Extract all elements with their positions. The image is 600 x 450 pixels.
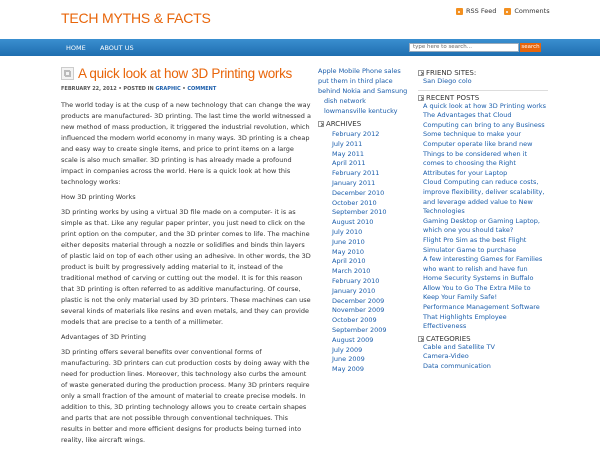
- featured-link[interactable]: Apple Mobile Phone sales put them in third place behind Nokia and Samsung: [318, 67, 408, 95]
- post-comment-link[interactable]: COMMENT: [187, 86, 217, 92]
- post-paragraph: 3D printing offers several benefits over conventional forms of manufacturing. 3D printers can cut production costs by doing away with the need for production lines. Moreover, this technology also curbs the amount of waste generated during the production process. Many 3D printers require only a small fraction of the amount of material to create precise models. In addition to this, 3D printing technology allows you to create certain shapes and parts that are not possible through conventional techniques. This results in better and more efficient designs for products being turned into reality, like aircraft wings.: [61, 348, 310, 444]
- post-format-icon: [61, 67, 74, 80]
- archive-link[interactable]: July 2010: [332, 227, 363, 236]
- archive-link[interactable]: July 2011: [332, 139, 363, 148]
- comments-feed-link[interactable]: [504, 7, 549, 15]
- search-button[interactable]: search: [521, 44, 540, 50]
- sub-link[interactable]: dish network: [324, 97, 366, 105]
- comments-rss-icon: [504, 8, 511, 15]
- archive-link[interactable]: December 2010: [332, 188, 385, 197]
- post-paragraph: 3D printing works by using a virtual 3D file made on a computer- it is as simple as that. Like any regular paper printer, you just need to click on the print option on the computer, and the 3D printer comes to life. The machine either deposits material through a nozzle or solidifies and binds thin layers of plastic laid on top of each other using an adhesive. In other words, the 3D product is built by progressively adding material to it, instead of the traditional method of carving or cutting out the model. It is for this reason that 3D printing is often referred to as additive manufacturing. Of course, plastic is not the only material used by 3D printers. These machines can use several kinds of materials like resins and even metals, and they can provide models that are precise to a tenth of a millimeter.: [61, 208, 311, 326]
- search-input[interactable]: type here to search...: [409, 43, 519, 52]
- chevron-icon: [418, 336, 424, 342]
- post-body: [61, 100, 311, 450]
- rss-icon: [456, 8, 463, 15]
- archive-link[interactable]: September 2010: [332, 208, 387, 217]
- archive-link[interactable]: February 2012: [332, 130, 380, 138]
- archive-link[interactable]: August 2009: [332, 335, 374, 344]
- archive-link[interactable]: April 2011: [332, 159, 366, 168]
- recent-post-link[interactable]: A few interesting Games for Families who want to relish and have fun: [423, 255, 543, 273]
- posted-in-label: POSTED IN: [123, 86, 154, 92]
- right-sidebar: [418, 66, 548, 372]
- categories-label: CATEGORIES: [426, 334, 471, 343]
- recent-post-link[interactable]: Performance Management Software That Highlights Employee Effectiveness: [423, 303, 540, 331]
- nav-item-home[interactable]: HOME: [66, 44, 86, 52]
- archive-link[interactable]: October 2009: [332, 316, 377, 325]
- recent-post-link[interactable]: Cloud Computing can reduce costs, improve flexibility, deliver scalability, and leverage added value to New Technologies: [423, 178, 545, 216]
- rss-label: RSS Feed: [466, 7, 497, 15]
- friend-sites-heading: [418, 69, 548, 77]
- comments-label: Comments: [514, 7, 550, 15]
- category-link[interactable]: Data communication: [423, 362, 491, 371]
- chevron-icon: [418, 70, 424, 76]
- post-date: FEBRUARY 22, 2012: [61, 86, 117, 92]
- nav-item-about-us[interactable]: ABOUT US: [100, 44, 134, 52]
- recent-posts-list: [418, 102, 548, 332]
- archives-heading-label: ARCHIVES: [326, 120, 362, 128]
- header-links: [456, 7, 550, 15]
- recent-post-link[interactable]: Flight Pro Sim as the best Flight Simulator Game to purchase: [423, 235, 527, 254]
- post-meta: FEBRUARY 22, 2012 • POSTED IN GRAPHIC • COMMENT: [61, 86, 217, 92]
- recent-post-link[interactable]: Gaming Desktop or Gaming Laptop, which one you should take?: [423, 216, 540, 235]
- post-subheading: How 3D printing Works: [61, 193, 136, 201]
- site-title[interactable]: TECH MYTHS & FACTS: [61, 10, 211, 26]
- archives-heading: [318, 120, 408, 128]
- archive-link[interactable]: May 2010: [332, 247, 365, 256]
- archive-list: [318, 130, 408, 375]
- recent-posts-heading: [418, 94, 548, 102]
- divider: [418, 90, 548, 91]
- recent-post-link[interactable]: Things to be considered when it comes to choosing the Right Attributes for your Laptop: [423, 149, 528, 177]
- archive-link[interactable]: October 2010: [332, 198, 377, 207]
- post-title[interactable]: A quick look at how 3D Printing works: [78, 66, 293, 81]
- recent-post-link[interactable]: Allow You to Go The Extra Mile to Keep Your Family Safe!: [423, 283, 531, 302]
- recent-post-link[interactable]: Home Security Systems in Buffalo: [423, 274, 534, 283]
- category-link[interactable]: Camera-Video: [423, 352, 469, 361]
- friend-site-link[interactable]: San Diego colo: [423, 77, 472, 85]
- chevron-icon: [418, 95, 424, 101]
- archive-link[interactable]: August 2010: [332, 218, 374, 227]
- rss-feed-link[interactable]: [456, 7, 496, 15]
- category-link[interactable]: Cable and Satellite TV: [423, 342, 495, 351]
- archive-link[interactable]: June 2009: [332, 355, 365, 364]
- archive-link[interactable]: January 2011: [332, 178, 376, 187]
- archive-link[interactable]: March 2010: [332, 267, 371, 276]
- archive-link[interactable]: February 2010: [332, 276, 380, 285]
- archive-link[interactable]: July 2009: [332, 345, 363, 354]
- friend-sites-list: [418, 77, 548, 87]
- friend-sites-label: FRIEND SITES:: [426, 69, 477, 77]
- archive-link[interactable]: September 2009: [332, 325, 387, 334]
- recent-post-link[interactable]: The Advantages that Cloud Computing can bring to any Business: [423, 111, 545, 129]
- archive-link[interactable]: May 2011: [332, 149, 365, 158]
- recent-post-link[interactable]: A quick look at how 3D Printing works: [423, 101, 547, 110]
- site-header: [0, 0, 600, 39]
- recent-posts-label: RECENT POSTS: [426, 93, 480, 102]
- archive-link[interactable]: May 2009: [332, 365, 365, 374]
- post-paragraph: The world today is at the cusp of a new technology that can change the way products are manufactured- 3D printing. The last time the world witnessed a new method of mass production, it triggered the industrial revolution, which influenced the modern world economy in many ways. 3D printing is a cheap and easy way to create single items, and price to print items on a large scale is also much smaller. 3D printing is has already made a profound impact in companies across the world. Here is a quick look at how this technology works:: [61, 101, 311, 186]
- categories-heading: [418, 335, 548, 343]
- archive-link[interactable]: June 2010: [332, 237, 365, 246]
- archive-link[interactable]: February 2011: [332, 169, 380, 178]
- sub-link[interactable]: lowmansville kentucky: [324, 107, 398, 115]
- archive-link[interactable]: December 2009: [332, 296, 385, 305]
- post-category-link[interactable]: GRAPHIC: [155, 86, 181, 92]
- recent-post-link[interactable]: Some technique to make your Computer operate like brand new: [423, 130, 533, 148]
- archive-link[interactable]: April 2010: [332, 257, 366, 266]
- chevron-icon: [318, 121, 324, 127]
- middle-sidebar: [318, 66, 408, 375]
- post-subheading: Advantages of 3D Printing: [61, 333, 147, 341]
- archive-link[interactable]: January 2010: [332, 286, 376, 295]
- categories-list: [418, 343, 548, 372]
- archive-link[interactable]: November 2009: [332, 306, 385, 315]
